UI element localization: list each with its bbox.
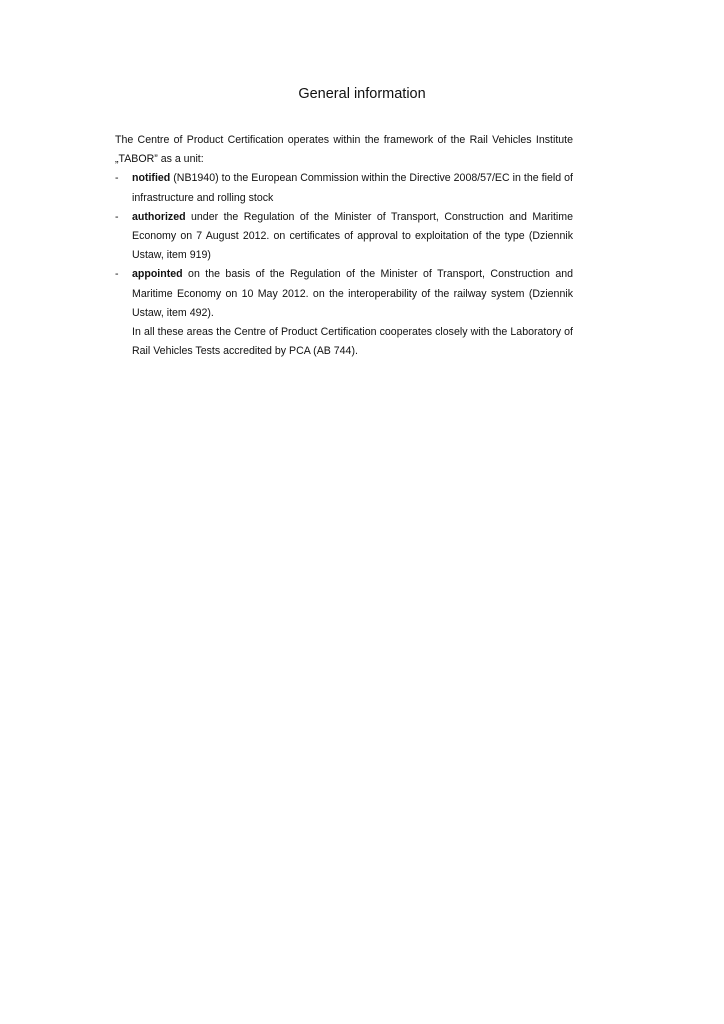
list-item-appointed [115, 265, 573, 323]
list-item-text: under the Regulation of the Minister of Transport, Construction and Maritime Economy on 7 August 2012. on certificates of approval to exploitation of the type (Dziennik Ustaw, item 919) [132, 210, 573, 262]
list-item-text: (NB1940) to the European Commission within the Directive 2008/57/EC in the field of infrastructure and rolling stock [132, 172, 573, 204]
document-body [115, 131, 573, 361]
closing-paragraph: In all these areas the Centre of Product Certification cooperates closely with the Laboratory of Rail Vehicles Tests accredited by PCA (AB 744). [132, 326, 573, 358]
intro-paragraph: The Centre of Product Certification operates within the framework of the Rail Vehicles Institute „TABOR” as a unit: [115, 134, 573, 166]
list-item-notified [115, 169, 573, 207]
list-item-keyword: appointed [132, 268, 183, 281]
status-list [115, 169, 573, 323]
page-title: General information [298, 86, 426, 102]
list-item-authorized [115, 208, 573, 266]
list-item-keyword: authorized [132, 210, 186, 223]
list-item-keyword: notified [132, 172, 171, 185]
bullet-dash: - [115, 172, 119, 185]
bullet-dash: - [115, 268, 119, 281]
bullet-dash: - [115, 210, 119, 223]
list-item-text: on the basis of the Regulation of the Minister of Transport, Construction and Maritime Economy on 10 May 2012. on the interoperability of the railway system (Dziennik Ustaw, item 492). [132, 268, 573, 319]
